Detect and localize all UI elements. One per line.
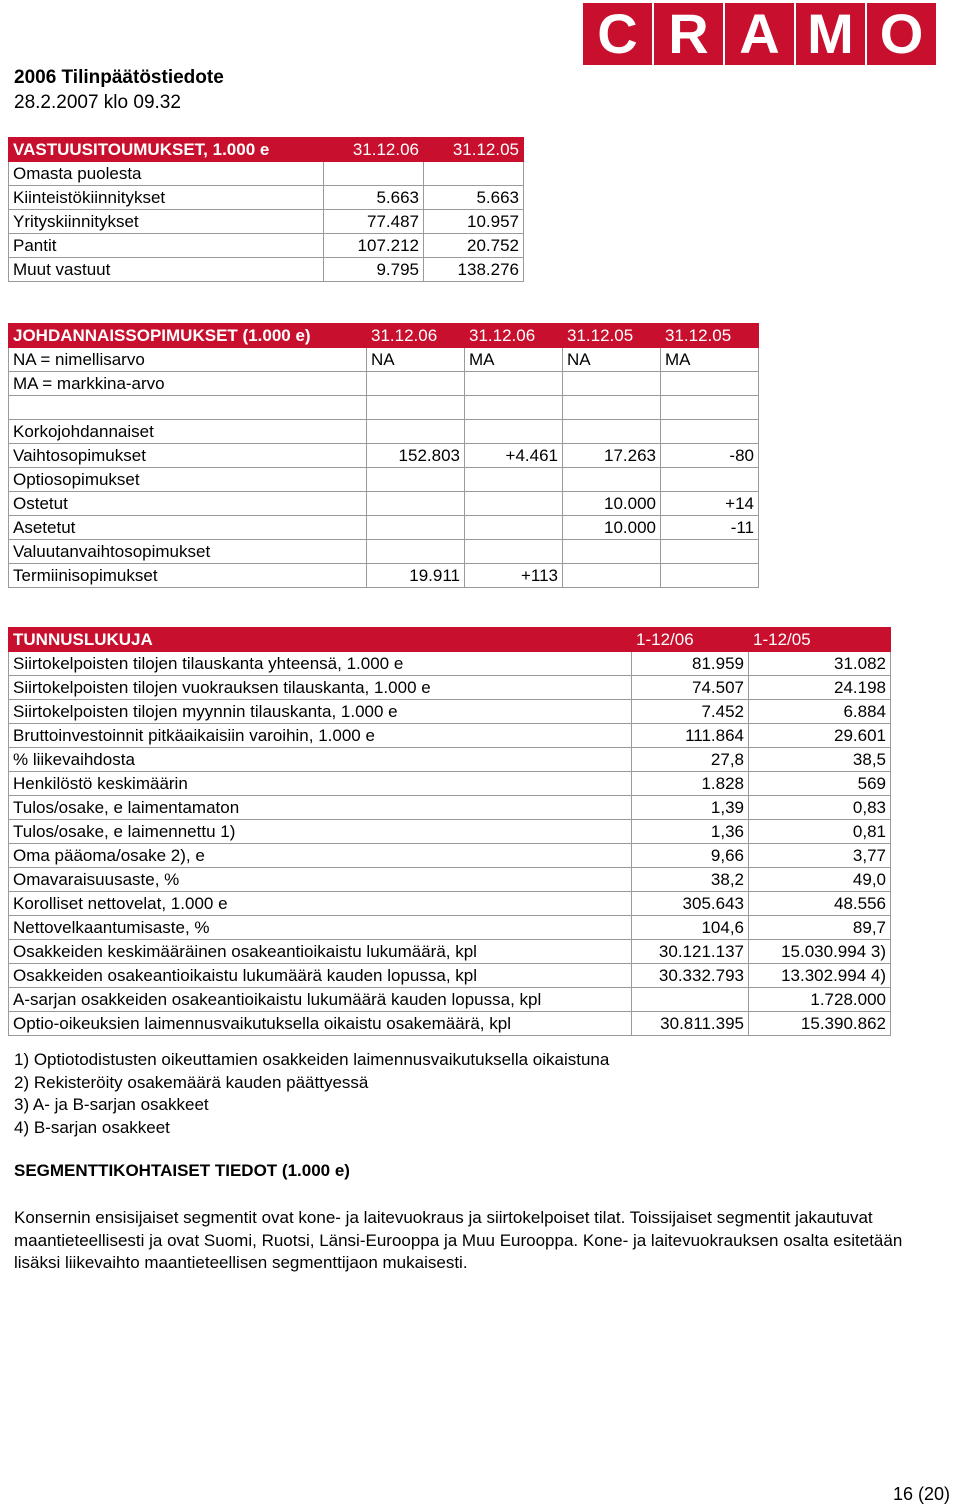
table-cell: 104,6 [632,916,749,940]
table-cell: Oma pääoma/osake 2), e [9,844,632,868]
table-cell: 152.803 [367,444,465,468]
table-row [9,916,891,940]
table-row [9,186,524,210]
table-cell: Optio-oikeuksien laimennusvaikutuksella oikaistu osakemäärä, kpl [9,1012,632,1036]
table-cell: 9.795 [324,258,424,282]
table-row [9,1012,891,1036]
table-cell: 30.332.793 [632,964,749,988]
table-cell [465,492,563,516]
table-cell: Termiinisopimukset [9,564,367,588]
table-cell: 138.276 [424,258,524,282]
table-cell [367,540,465,564]
logo-letter: R [654,3,723,65]
column-header: 31.12.05 [661,324,759,348]
logo-letter: O [867,3,936,65]
table-cell: Korolliset nettovelat, 1.000 e [9,892,632,916]
table-row [9,940,891,964]
table-cell [367,468,465,492]
table-cell: % liikevaihdosta [9,748,632,772]
table-cell: Siirtokelpoisten tilojen myynnin tilauskanta, 1.000 e [9,700,632,724]
table-cell: 10.000 [563,492,661,516]
subcolumn-header: MA [465,348,563,372]
table-cell: Bruttoinvestoinnit pitkäaikaisiin varoihin, 1.000 e [9,724,632,748]
table-header-row [9,324,759,348]
table-cell: 9,66 [632,844,749,868]
table-cell: 111.864 [632,724,749,748]
table-row [9,796,891,820]
table-cell: 27,8 [632,748,749,772]
column-header: 1-12/06 [632,628,749,652]
table-cell: Valuutanvaihtosopimukset [9,540,367,564]
table-cell [424,162,524,186]
table-cell: 1,36 [632,820,749,844]
table-cell: -11 [661,516,759,540]
logo-letter: A [725,3,794,65]
table-cell: Yrityskiinnitykset [9,210,324,234]
column-header: 31.12.05 [563,324,661,348]
table-row [9,988,891,1012]
table-cell: Korkojohdannaiset [9,420,367,444]
footnote: 2) Rekisteröity osakemäärä kauden päättyessä [14,1072,369,1092]
logo-letter: C [583,3,652,65]
table-cell [324,162,424,186]
table-cell: Pantit [9,234,324,258]
table-cell [465,420,563,444]
table-row [9,772,891,796]
table-cell: 38,2 [632,868,749,892]
footnote: 4) B-sarjan osakkeet [14,1117,170,1137]
table-cell: Optiosopimukset [9,468,367,492]
commitments-heading: VASTUUSITOUMUKSET, 1.000 e [9,138,324,162]
table-cell: Osakkeiden osakeantioikaistu lukumäärä kauden lopussa, kpl [9,964,632,988]
table-row [9,844,891,868]
table-row [9,258,524,282]
column-header: 31.12.06 [465,324,563,348]
table-cell: Omasta puolesta [9,162,324,186]
table-cell: 89,7 [749,916,891,940]
table-cell: 81.959 [632,652,749,676]
table-row [9,964,891,988]
table-row [9,820,891,844]
table-cell: 1.828 [632,772,749,796]
footnotes [14,1049,609,1139]
table-cell: 7.452 [632,700,749,724]
table-header-row [9,138,524,162]
table-row [9,492,759,516]
subcolumn-header: NA [563,348,661,372]
segments-heading: SEGMENTTIKOHTAISET TIEDOT (1.000 e) [14,1161,350,1180]
table-cell: 107.212 [324,234,424,258]
table-cell [465,540,563,564]
table-cell: 20.752 [424,234,524,258]
table-cell: 0,81 [749,820,891,844]
table-cell: Asetetut [9,516,367,540]
column-header: 1-12/05 [749,628,891,652]
table-cell: Kiinteistökiinnitykset [9,186,324,210]
legend-na: NA = nimellisarvo [9,348,367,372]
table-cell [465,516,563,540]
table-cell: 77.487 [324,210,424,234]
table-cell: 15.030.994 3) [749,940,891,964]
table-cell: Siirtokelpoisten tilojen tilauskanta yhteensä, 1.000 e [9,652,632,676]
table-cell [661,540,759,564]
table-row [9,348,759,372]
table-cell [632,988,749,1012]
footnote: 1) Optiotodistusten oikeuttamien osakkeiden laimennusvaikutuksella oikaistuna [14,1050,610,1069]
table-row [9,396,759,420]
table-cell: Omavaraisuusaste, % [9,868,632,892]
table-cell: 30.121.137 [632,940,749,964]
table-cell: 10.957 [424,210,524,234]
table-cell: Nettovelkaantumisaste, % [9,916,632,940]
table-cell: Henkilöstö keskimäärin [9,772,632,796]
table-cell: 38,5 [749,748,891,772]
logo-letter: M [796,3,865,65]
table-cell: 0,83 [749,796,891,820]
table-cell: 5.663 [324,186,424,210]
table-cell: 29.601 [749,724,891,748]
table-cell [465,468,563,492]
table-cell: 19.911 [367,564,465,588]
table-row [9,468,759,492]
table-cell: +14 [661,492,759,516]
page-number: 16 (20) [892,1484,950,1504]
derivatives-table [8,323,759,588]
table-cell: 10.000 [563,516,661,540]
derivatives-heading: JOHDANNAISSOPIMUKSET (1.000 e) [9,324,367,348]
table-cell: Siirtokelpoisten tilojen vuokrauksen tilauskanta, 1.000 e [9,676,632,700]
table-row [9,234,524,258]
table-row [9,372,759,396]
table-cell: +113 [465,564,563,588]
table-row [9,564,759,588]
table-cell: 24.198 [749,676,891,700]
table-cell: 305.643 [632,892,749,916]
table-cell: 48.556 [749,892,891,916]
table-row [9,892,891,916]
table-cell [563,564,661,588]
table-cell [367,420,465,444]
table-cell [563,540,661,564]
table-cell: 6.884 [749,700,891,724]
table-cell: 17.263 [563,444,661,468]
table-row [9,748,891,772]
table-cell: 15.390.862 [749,1012,891,1036]
table-cell: +4.461 [465,444,563,468]
table-cell: Tulos/osake, e laimentamaton [9,796,632,820]
table-cell [661,564,759,588]
table-cell: 1.728.000 [749,988,891,1012]
table-row [9,724,891,748]
table-cell [661,420,759,444]
table-cell: 31.082 [749,652,891,676]
table-row [9,162,524,186]
column-header: 31.12.06 [367,324,465,348]
table-row [9,540,759,564]
subcolumn-header: NA [367,348,465,372]
column-header: 31.12.05 [424,138,524,162]
legend-ma: MA = markkina-arvo [9,372,367,396]
document-date: 28.2.2007 klo 09.32 [14,92,181,113]
table-row [9,652,891,676]
table-row [9,420,759,444]
table-cell: Ostetut [9,492,367,516]
table-cell [563,420,661,444]
table-cell: Muut vastuut [9,258,324,282]
table-cell: Tulos/osake, e laimennettu 1) [9,820,632,844]
table-cell: 30.811.395 [632,1012,749,1036]
table-cell: Vaihtosopimukset [9,444,367,468]
table-row [9,700,891,724]
table-cell: 569 [749,772,891,796]
document-title: 2006 Tilinpäätöstiedote [14,67,224,88]
table-cell [367,492,465,516]
table-cell [661,468,759,492]
table-cell: 1,39 [632,796,749,820]
cramo-logo [583,3,936,65]
table-cell: Osakkeiden keskimääräinen osakeantioikaistu lukumäärä, kpl [9,940,632,964]
subcolumn-header: MA [661,348,759,372]
table-row [9,444,759,468]
table-row [9,210,524,234]
table-row [9,676,891,700]
column-header: 31.12.06 [324,138,424,162]
table-row [9,516,759,540]
table-cell [367,516,465,540]
table-cell: 74.507 [632,676,749,700]
segments-text: Konsernin ensisijaiset segmentit ovat kone- ja laitevuokraus ja siirtokelpoiset tilat. Toissijaiset segmentit jakautuvat maantieteellisesti ja ovat Suomi, Ruotsi, Länsi-Eurooppa ja Muu Eurooppa. Kone- ja laitevuokrauksen osalta esitetään lisäksi liikevaihto maantieteellisen segmenttijaon mukaisesti. [14,1208,903,1272]
table-cell: 5.663 [424,186,524,210]
table-cell: 13.302.994 4) [749,964,891,988]
table-row [9,868,891,892]
table-cell: 3,77 [749,844,891,868]
key-figures-heading: TUNNUSLUKUJA [9,628,632,652]
table-cell [563,468,661,492]
commitments-table [8,137,524,282]
table-cell: A-sarjan osakkeiden osakeantioikaistu lukumäärä kauden lopussa, kpl [9,988,632,1012]
footnote: 3) A- ja B-sarjan osakkeet [14,1095,209,1114]
table-header-row [9,628,891,652]
table-cell: 49,0 [749,868,891,892]
table-cell: -80 [661,444,759,468]
key-figures-table [8,627,891,1036]
